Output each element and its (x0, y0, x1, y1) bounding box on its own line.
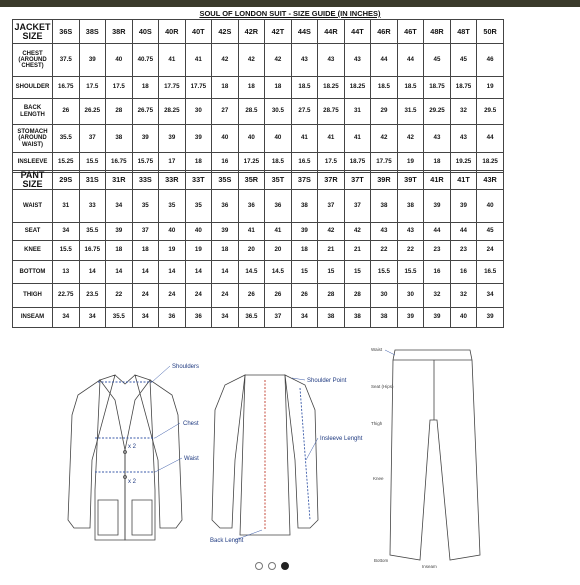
table-cell: 21 (318, 241, 345, 261)
table-cell: 23 (424, 241, 451, 261)
label-bottom: Bottom (374, 558, 389, 563)
row-label: INSEAM (13, 308, 53, 328)
table-cell: 27.5 (291, 99, 318, 125)
table-cell: 17.75 (371, 153, 398, 173)
label-back-length: Back Lenght (210, 538, 244, 544)
label-x2-chest: x 2 (128, 444, 137, 450)
table-cell: 41 (291, 125, 318, 153)
row-label: KNEE (13, 241, 53, 261)
table-cell: 41 (318, 125, 345, 153)
page-title: SOUL OF LONDON SUIT - SIZE GUIDE (IN INCHES) (199, 9, 381, 18)
table-row (13, 284, 504, 308)
table-cell: 40 (450, 308, 477, 328)
table-row (13, 44, 504, 77)
table-cell: 19 (159, 241, 186, 261)
table-cell: 39 (106, 223, 133, 241)
pant-size-37t: 37T (344, 171, 371, 190)
table-cell: 37 (344, 190, 371, 223)
pant-size-39r: 39R (371, 171, 398, 190)
jacket-size-38r: 38R (106, 20, 133, 44)
row-label: STOMACH (AROUND WAIST) (13, 125, 53, 153)
table-cell: 44 (424, 223, 451, 241)
measurement-diagram (0, 340, 580, 580)
jacket-size-48r: 48R (424, 20, 451, 44)
table-cell: 37.5 (53, 44, 80, 77)
table-cell: 44 (397, 44, 424, 77)
table-cell: 29.5 (477, 99, 504, 125)
table-cell: 18.75 (424, 77, 451, 99)
table-cell: 31 (53, 190, 80, 223)
table-row (13, 261, 504, 284)
table-cell: 18.5 (291, 77, 318, 99)
table-cell: 32 (424, 284, 451, 308)
table-cell: 41 (344, 125, 371, 153)
table-cell: 36.5 (238, 308, 265, 328)
table-cell: 29 (371, 99, 398, 125)
jacket-front-drawing (68, 375, 182, 540)
row-label: SHOULDER (13, 77, 53, 99)
table-cell: 39 (132, 125, 159, 153)
table-cell: 41 (265, 223, 292, 241)
table-row (13, 308, 504, 328)
table-cell: 36 (265, 190, 292, 223)
table-cell: 40 (238, 125, 265, 153)
pant-size-header: PANT SIZE (13, 171, 53, 190)
pant-size-33r: 33R (159, 171, 186, 190)
top-bar (0, 0, 580, 7)
table-cell: 30 (397, 284, 424, 308)
jacket-size-48t: 48T (450, 20, 477, 44)
table-cell: 15 (344, 261, 371, 284)
table-cell: 24 (477, 241, 504, 261)
table-cell: 28.25 (159, 99, 186, 125)
table-cell: 45 (477, 223, 504, 241)
table-cell: 36 (238, 190, 265, 223)
table-cell: 39 (79, 44, 106, 77)
carousel-dots (255, 557, 294, 575)
table-cell: 17.5 (106, 77, 133, 99)
table-cell: 39 (291, 223, 318, 241)
table-cell: 20 (265, 241, 292, 261)
table-cell: 28 (106, 99, 133, 125)
label-insleeve: Insleeve Lenght (320, 436, 363, 442)
table-cell: 15 (291, 261, 318, 284)
row-label: BOTTOM (13, 261, 53, 284)
table-cell: 42 (212, 44, 239, 77)
table-cell: 43 (318, 44, 345, 77)
table-cell: 30 (185, 99, 212, 125)
table-cell: 22 (397, 241, 424, 261)
table-cell: 37 (318, 190, 345, 223)
table-cell: 40.75 (132, 44, 159, 77)
label-x2-waist: x 2 (128, 479, 137, 485)
pant-size-29s: 29S (53, 171, 80, 190)
table-cell: 22 (371, 241, 398, 261)
pant-size-37r: 37R (318, 171, 345, 190)
table-cell: 36 (212, 190, 239, 223)
label-knee: Knee (373, 476, 384, 481)
table-row (13, 99, 504, 125)
table-cell: 34 (53, 308, 80, 328)
table-cell: 40 (185, 223, 212, 241)
table-cell: 35 (159, 190, 186, 223)
table-row (13, 77, 504, 99)
table-cell: 40 (159, 223, 186, 241)
table-cell: 43 (371, 223, 398, 241)
table-cell: 28 (318, 284, 345, 308)
table-cell: 28.5 (238, 99, 265, 125)
table-cell: 46 (477, 44, 504, 77)
table-cell: 18 (132, 77, 159, 99)
table-cell: 43 (344, 44, 371, 77)
jacket-size-44t: 44T (344, 20, 371, 44)
table-cell: 24 (159, 284, 186, 308)
table-cell: 30 (371, 284, 398, 308)
table-cell: 42 (371, 125, 398, 153)
table-cell: 38 (106, 125, 133, 153)
table-cell: 16.75 (106, 153, 133, 173)
table-cell: 28.75 (318, 99, 345, 125)
table-cell: 34 (53, 223, 80, 241)
table-cell: 37 (265, 308, 292, 328)
table-cell: 39 (185, 125, 212, 153)
table-cell: 14 (79, 261, 106, 284)
table-row (13, 241, 504, 261)
table-cell: 40 (477, 190, 504, 223)
table-cell: 18 (238, 77, 265, 99)
table-cell: 18 (212, 77, 239, 99)
jacket-size-50r: 50R (477, 20, 504, 44)
table-cell: 40 (212, 125, 239, 153)
table-cell: 31 (344, 99, 371, 125)
table-cell: 34 (291, 308, 318, 328)
label-chest: Chest (183, 421, 199, 427)
table-cell: 23 (450, 241, 477, 261)
table-cell: 42 (238, 44, 265, 77)
table-cell: 26 (238, 284, 265, 308)
table-cell: 39 (397, 308, 424, 328)
label-thigh: Thigh (371, 421, 383, 426)
table-cell: 14.5 (238, 261, 265, 284)
table-cell: 17 (159, 153, 186, 173)
pant-size-41r: 41R (424, 171, 451, 190)
jacket-size-38s: 38S (79, 20, 106, 44)
table-cell: 16 (450, 261, 477, 284)
jacket-size-46t: 46T (397, 20, 424, 44)
jacket-size-40s: 40S (132, 20, 159, 44)
table-cell: 15.75 (132, 153, 159, 173)
table-cell: 24 (212, 284, 239, 308)
table-cell: 44 (450, 223, 477, 241)
table-cell: 23.5 (79, 284, 106, 308)
table-cell: 13 (53, 261, 80, 284)
table-cell: 35 (132, 190, 159, 223)
table-cell: 40 (265, 125, 292, 153)
pant-size-35r: 35R (238, 171, 265, 190)
table-cell: 41 (185, 44, 212, 77)
table-cell: 22 (106, 284, 133, 308)
jacket-size-44r: 44R (318, 20, 345, 44)
row-label: CHEST (AROUND CHEST) (13, 44, 53, 77)
row-label: SEAT (13, 223, 53, 241)
jacket-size-44s: 44S (291, 20, 318, 44)
table-cell: 14.5 (265, 261, 292, 284)
pant-size-35t: 35T (265, 171, 292, 190)
pant-size-37s: 37S (291, 171, 318, 190)
table-cell: 44 (477, 125, 504, 153)
table-cell: 17.75 (185, 77, 212, 99)
table-cell: 35.5 (106, 308, 133, 328)
table-cell: 14 (132, 261, 159, 284)
jacket-size-46r: 46R (371, 20, 398, 44)
table-cell: 17.5 (79, 77, 106, 99)
table-cell: 34 (132, 308, 159, 328)
table-cell: 35 (185, 190, 212, 223)
pants-drawing (390, 350, 480, 560)
jacket-size-42s: 42S (212, 20, 239, 44)
table-cell: 15.25 (53, 153, 80, 173)
table-cell: 14 (185, 261, 212, 284)
table-cell: 18.25 (344, 77, 371, 99)
table-cell: 18.75 (450, 77, 477, 99)
pant-size-table (12, 170, 504, 328)
table-cell: 14 (106, 261, 133, 284)
table-cell: 15.5 (371, 261, 398, 284)
pant-size-39t: 39T (397, 171, 424, 190)
table-cell: 39 (424, 308, 451, 328)
table-cell: 44 (371, 44, 398, 77)
table-cell: 26.75 (132, 99, 159, 125)
table-cell: 40 (106, 44, 133, 77)
row-label: WAIST (13, 190, 53, 223)
table-cell: 18 (132, 241, 159, 261)
table-cell: 16 (212, 153, 239, 173)
pant-size-31r: 31R (106, 171, 133, 190)
table-cell: 45 (450, 44, 477, 77)
table-cell: 43 (397, 223, 424, 241)
carousel-dot-2[interactable] (268, 562, 276, 570)
table-cell: 26.25 (79, 99, 106, 125)
table-cell: 34 (212, 308, 239, 328)
table-cell: 38 (318, 308, 345, 328)
table-cell: 18.5 (397, 77, 424, 99)
table-cell: 24 (132, 284, 159, 308)
jacket-size-header: JACKET SIZE (13, 20, 53, 44)
table-cell: 38 (397, 190, 424, 223)
table-cell: 16.5 (477, 261, 504, 284)
table-cell: 36 (159, 308, 186, 328)
table-cell: 26 (53, 99, 80, 125)
table-cell: 30.5 (265, 99, 292, 125)
table-cell: 16.75 (53, 77, 80, 99)
pant-size-33s: 33S (132, 171, 159, 190)
table-cell: 37 (132, 223, 159, 241)
label-shoulders: Shoulders (172, 364, 200, 370)
jacket-size-40t: 40T (185, 20, 212, 44)
carousel-dot-1[interactable] (255, 562, 263, 570)
table-cell: 35.5 (79, 223, 106, 241)
table-cell: 17.5 (318, 153, 345, 173)
table-cell: 34 (79, 308, 106, 328)
table-cell: 39 (212, 223, 239, 241)
suit-illustration (0, 340, 580, 580)
table-cell: 38 (371, 190, 398, 223)
table-cell: 26 (265, 284, 292, 308)
table-cell: 45 (424, 44, 451, 77)
table-cell: 41 (159, 44, 186, 77)
table-cell: 43 (291, 44, 318, 77)
jacket-size-table (12, 19, 504, 173)
table-cell: 18 (185, 153, 212, 173)
table-cell: 43 (450, 125, 477, 153)
pant-size-35s: 35S (212, 171, 239, 190)
table-cell: 20 (238, 241, 265, 261)
table-cell: 18 (424, 153, 451, 173)
table-row (13, 190, 504, 223)
table-cell: 39 (424, 190, 451, 223)
table-cell: 15.5 (53, 241, 80, 261)
table-cell: 18 (212, 241, 239, 261)
row-label: THIGH (13, 284, 53, 308)
table-cell: 19 (477, 77, 504, 99)
table-cell: 27 (212, 99, 239, 125)
table-cell: 32 (450, 99, 477, 125)
pant-size-31s: 31S (79, 171, 106, 190)
carousel-dot-3[interactable] (281, 562, 289, 570)
table-cell: 42 (344, 223, 371, 241)
table-cell: 35.5 (53, 125, 80, 153)
table-cell: 18.5 (265, 153, 292, 173)
jacket-size-40r: 40R (159, 20, 186, 44)
table-cell: 18.25 (477, 153, 504, 173)
table-cell: 18.75 (344, 153, 371, 173)
jacket-size-42t: 42T (265, 20, 292, 44)
table-cell: 18.5 (371, 77, 398, 99)
table-cell: 34 (106, 190, 133, 223)
label-waist-jacket: Waist (184, 456, 199, 462)
table-cell: 19 (397, 153, 424, 173)
table-cell: 18 (265, 77, 292, 99)
label-inseam: Inseam (422, 564, 437, 569)
table-cell: 36 (185, 308, 212, 328)
label-seat: Seat (Hips) (371, 384, 394, 389)
table-cell: 37 (79, 125, 106, 153)
pant-size-43r: 43R (477, 171, 504, 190)
table-cell: 38 (371, 308, 398, 328)
table-cell: 22.75 (53, 284, 80, 308)
table-cell: 16.75 (79, 241, 106, 261)
table-cell: 14 (212, 261, 239, 284)
table-cell: 19 (185, 241, 212, 261)
table-cell: 34 (477, 284, 504, 308)
table-cell: 18.25 (318, 77, 345, 99)
table-cell: 18 (291, 241, 318, 261)
table-cell: 15.5 (397, 261, 424, 284)
table-cell: 16 (424, 261, 451, 284)
table-cell: 14 (159, 261, 186, 284)
table-cell: 29.25 (424, 99, 451, 125)
table-cell: 32 (450, 284, 477, 308)
table-cell: 39 (450, 190, 477, 223)
table-cell: 33 (79, 190, 106, 223)
table-cell: 18 (106, 241, 133, 261)
table-cell: 42 (318, 223, 345, 241)
table-row (13, 125, 504, 153)
jacket-size-42r: 42R (238, 20, 265, 44)
jacket-size-36s: 36S (53, 20, 80, 44)
row-label: BACK LENGTH (13, 99, 53, 125)
table-cell: 41 (238, 223, 265, 241)
table-row (13, 223, 504, 241)
table-cell: 17.25 (238, 153, 265, 173)
table-cell: 28 (344, 284, 371, 308)
table-cell: 42 (265, 44, 292, 77)
table-cell: 38 (344, 308, 371, 328)
table-cell: 39 (477, 308, 504, 328)
table-cell: 17.75 (159, 77, 186, 99)
label-shoulder-point: Shoulder Point (307, 378, 347, 384)
pant-size-33t: 33T (185, 171, 212, 190)
table-cell: 26 (291, 284, 318, 308)
table-cell: 42 (397, 125, 424, 153)
table-cell: 43 (424, 125, 451, 153)
label-waist-pant: Waist (371, 347, 383, 352)
pant-size-41t: 41T (450, 171, 477, 190)
row-label: INSLEEVE (13, 153, 53, 173)
table-cell: 38 (291, 190, 318, 223)
table-cell: 39 (159, 125, 186, 153)
table-cell: 16.5 (291, 153, 318, 173)
table-cell: 19.25 (450, 153, 477, 173)
table-cell: 31.5 (397, 99, 424, 125)
table-cell: 21 (344, 241, 371, 261)
table-cell: 15 (318, 261, 345, 284)
table-cell: 15.5 (79, 153, 106, 173)
table-cell: 24 (185, 284, 212, 308)
